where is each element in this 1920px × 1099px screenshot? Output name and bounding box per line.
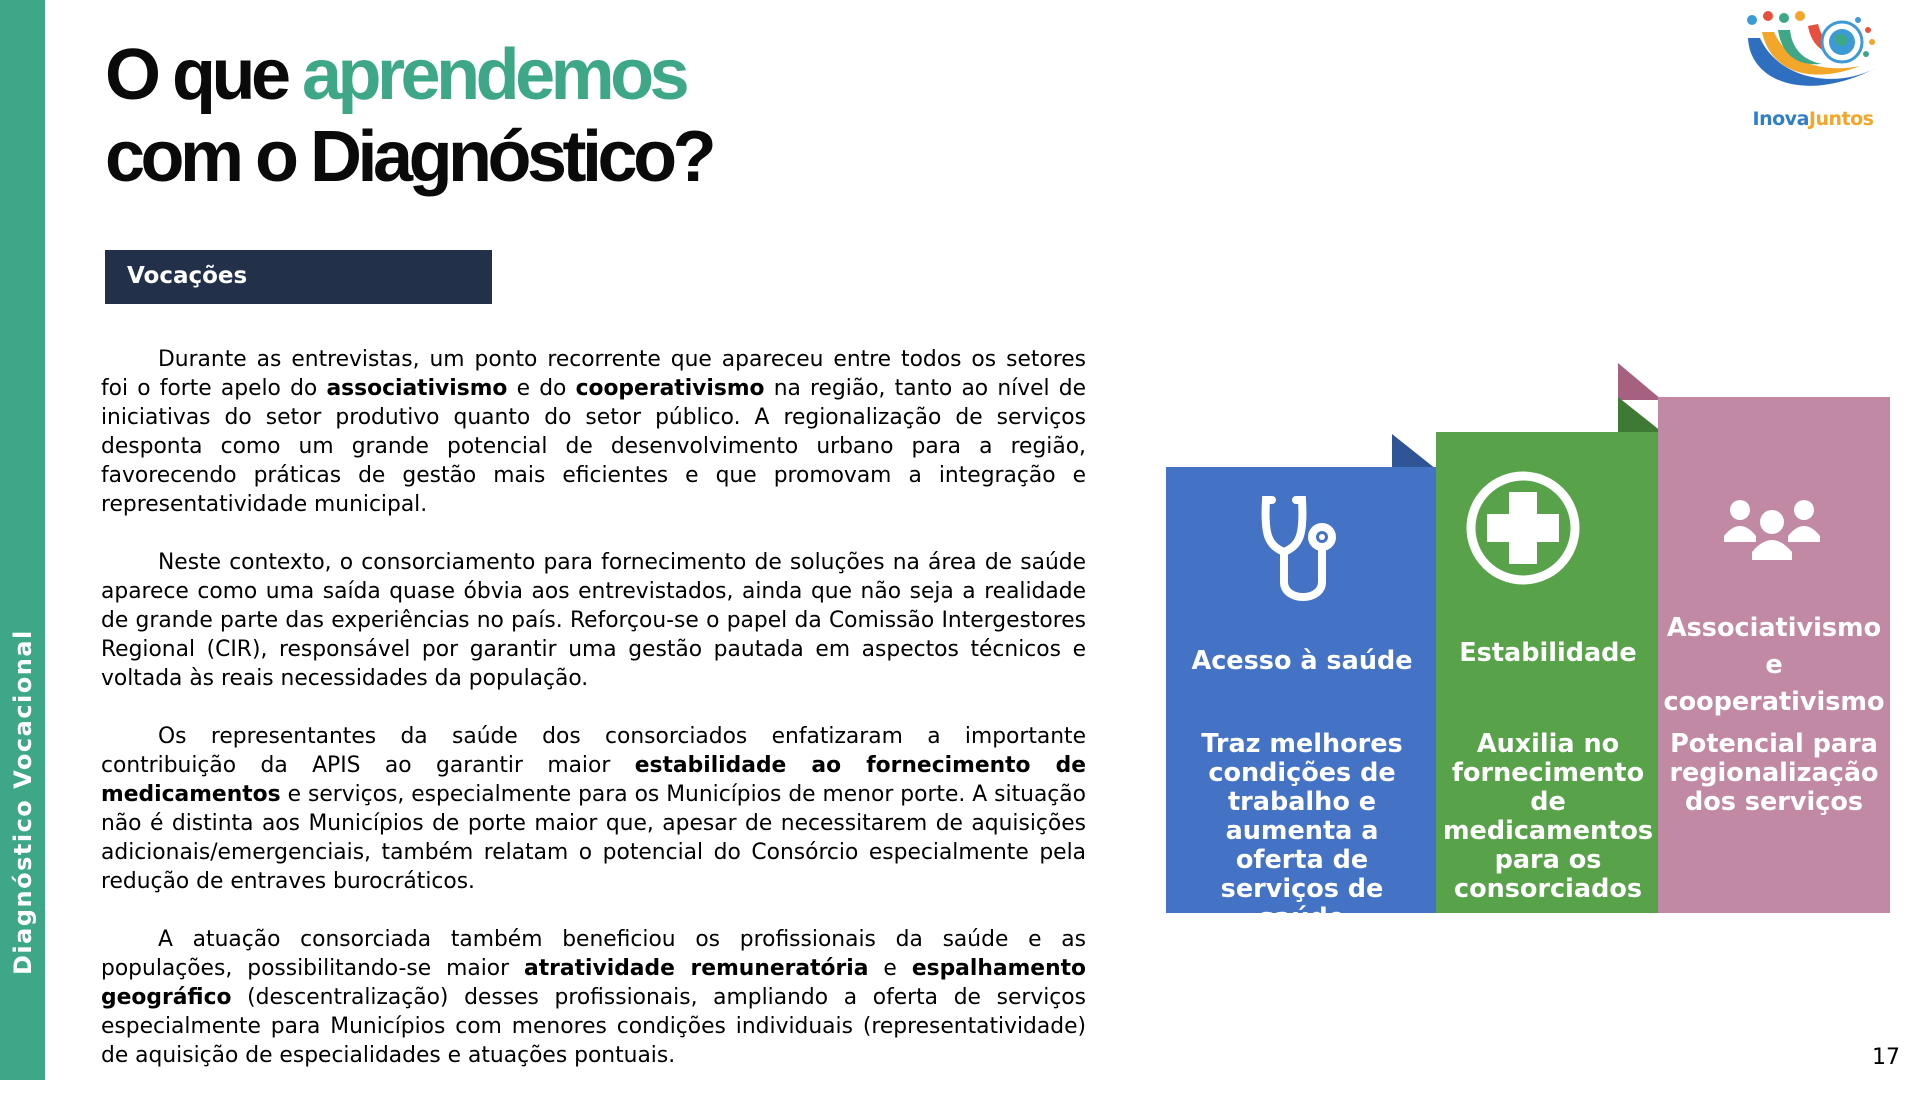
section-tag-vocacoes: Vocações xyxy=(105,250,492,304)
page-title xyxy=(105,34,712,198)
title-prefix: O que xyxy=(105,35,303,115)
column-1-description: Traz melhores condições de trabalho e aumenta a oferta de serviços de saúde xyxy=(1201,729,1403,933)
highlight-espalhamento: espalhamento geográfico xyxy=(101,956,1086,1010)
body-text xyxy=(101,345,1086,1099)
fold-tab-1 xyxy=(1392,434,1436,469)
column-2-title: Estabilidade xyxy=(1459,638,1637,668)
title-line2: com o Diagnóstico? xyxy=(105,117,713,197)
highlight-cooperativismo: cooperativismo xyxy=(575,376,765,401)
column-3-title: Associativismo e cooperativismo xyxy=(1663,613,1885,717)
logo-text-juntos: Juntos xyxy=(1808,108,1874,130)
sidebar-band xyxy=(0,0,45,1080)
logo-wordmark xyxy=(1738,108,1888,130)
highlight-associativismo: associativismo xyxy=(326,376,508,401)
title-accent: aprendemos xyxy=(302,35,686,115)
fold-tab-3 xyxy=(1618,363,1662,400)
fold-tab-2 xyxy=(1618,397,1662,432)
vocacoes-infographic xyxy=(1166,360,1890,933)
highlight-estabilidade: estabilidade ao fornecimento de medicamentos xyxy=(101,753,1086,807)
paragraph-1: Durante as entrevistas, um ponto recorrente que apareceu entre todos os setores foi o forte apelo do associativismo e do cooperativismo na região, tanto ao nível de iniciativas do setor produtivo quanto do setor público. A regionalização de serviços desponta como um grande potencial de desenvolvimento urbano para a região, favorecendo práticas de gestão mais eficientes e que promovam a integração e representatividade municipal. xyxy=(101,347,1086,517)
logo-text-inova: Inova xyxy=(1752,108,1809,130)
logo-emblem-icon xyxy=(1738,8,1888,108)
inova-juntos-logo xyxy=(1738,8,1888,136)
page-number: 17 xyxy=(1872,1045,1900,1070)
paragraph-4: A atuação consorciada também beneficiou os profissionais da saúde e as populações, possibilitando-se maior atratividade remuneratória e espalhamento geográfico (descentralização) desses profissionais, ampliando a oferta de serviços especialmente para Municípios com menores condições individuais (representatividade) de aquisição de especialidades e atuações pontuais. xyxy=(101,927,1086,1068)
column-3-description: Potencial para regionalização dos serviços xyxy=(1669,729,1879,817)
column-1-title: Acesso à saúde xyxy=(1191,646,1413,676)
paragraph-3: Os representantes da saúde dos consorciados enfatizaram a importante contribuição da APIS ao garantir maior estabilidade ao fornecimento de medicamentos e serviços, especialmente para os Municípios de menor porte. A situação não é distinta aos Municípios de porte maior que, apesar de necessitarem de aquisições adicionais/emergenciais, também relatam o potencial do Consórcio especialmente pela redução de entraves burocráticos. xyxy=(101,724,1086,894)
sidebar-label: Diagnóstico Vocacional xyxy=(9,629,37,975)
highlight-atratividade: atratividade remuneratória xyxy=(524,956,869,981)
paragraph-2: Neste contexto, o consorciamento para fornecimento de soluções na área de saúde aparece como uma saída quase óbvia aos entrevistados, ainda que não seja a realidade de grande parte das experiências no país. Reforçou-se o papel da Comissão Intergestores Regional (CIR), responsável por garantir uma gestão pautada em aspectos técnicos e voltada às reais necessidades da população. xyxy=(101,550,1086,691)
column-2-description: Auxilia no fornecimento de medicamentos para os consorciados xyxy=(1442,729,1654,904)
